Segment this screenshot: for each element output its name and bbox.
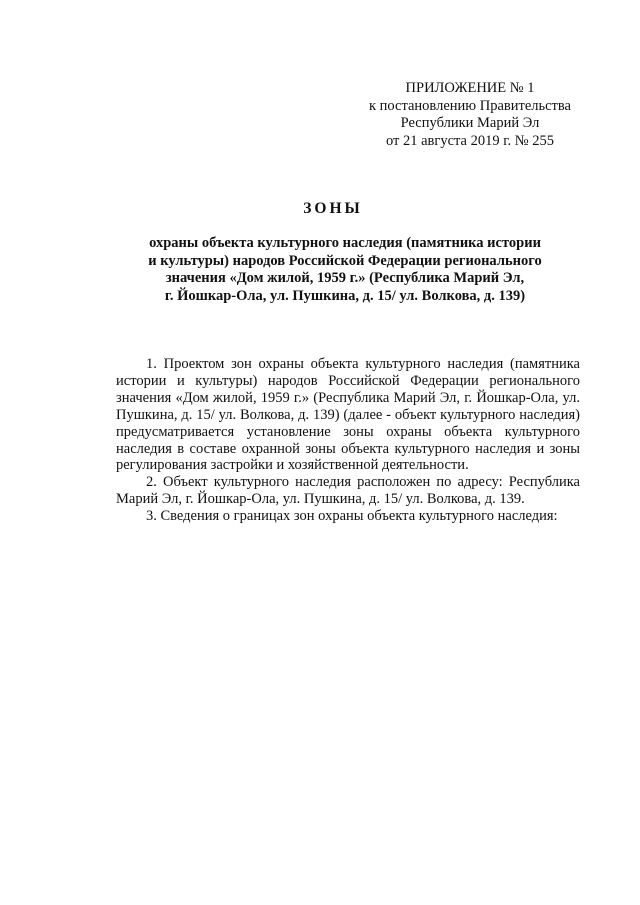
subtitle-line-2: и культуры) народов Российской Федерации регионального: [148, 252, 542, 269]
document-subtitle: [110, 235, 580, 306]
appendix-title: ПРИЛОЖЕНИЕ № 1: [405, 80, 535, 96]
document-title: ЗОНЫ: [303, 200, 363, 217]
document-body: [116, 356, 580, 525]
paragraph-3: 3. Сведения о границах зон охраны объекта культурного наследия:: [146, 508, 558, 525]
subtitle-line-4: г. Йошкар-Ола, ул. Пушкина, д. 15/ ул. Волкова, д. 139): [164, 288, 526, 305]
paragraph-2: 2. Объект культурного наследия расположен по адресу: Республика Марий Эл, г. Йошкар-Ола, ул. Пушкина, д. 15/ ул. Волкова, д. 139.: [116, 474, 580, 508]
appendix-date-number-line: от 21 августа 2019 г. № 255: [385, 132, 555, 149]
appendix-header: [358, 80, 582, 150]
paragraph-1: 1. Проектом зон охраны объекта культурного наследия (памятника истории и культуры) народов Российской Федерации регионального значения «Дом жилой, 1959 г.» (Республика Марий Эл, г. Йошкар-Ола, ул. Пушкина, д. 15/ ул. Волкова, д. 139) (далее - объект культурного наследия) предусматривается установление зоны охраны объекта культурного наследия в составе охранной зоны объекта культурного наследия и зоны регулирования застройки и хозяйственной деятельности.: [116, 356, 580, 474]
subtitle-line-1: охраны объекта культурного наследия (памятника истории: [149, 235, 541, 251]
appendix-resolution-line: к постановлению Правительства: [369, 97, 571, 114]
subtitle-line-3: значения «Дом жилой, 1959 г.» (Республика Марий Эл,: [165, 270, 525, 287]
appendix-republic-line: Республики Марий Эл: [400, 115, 540, 131]
